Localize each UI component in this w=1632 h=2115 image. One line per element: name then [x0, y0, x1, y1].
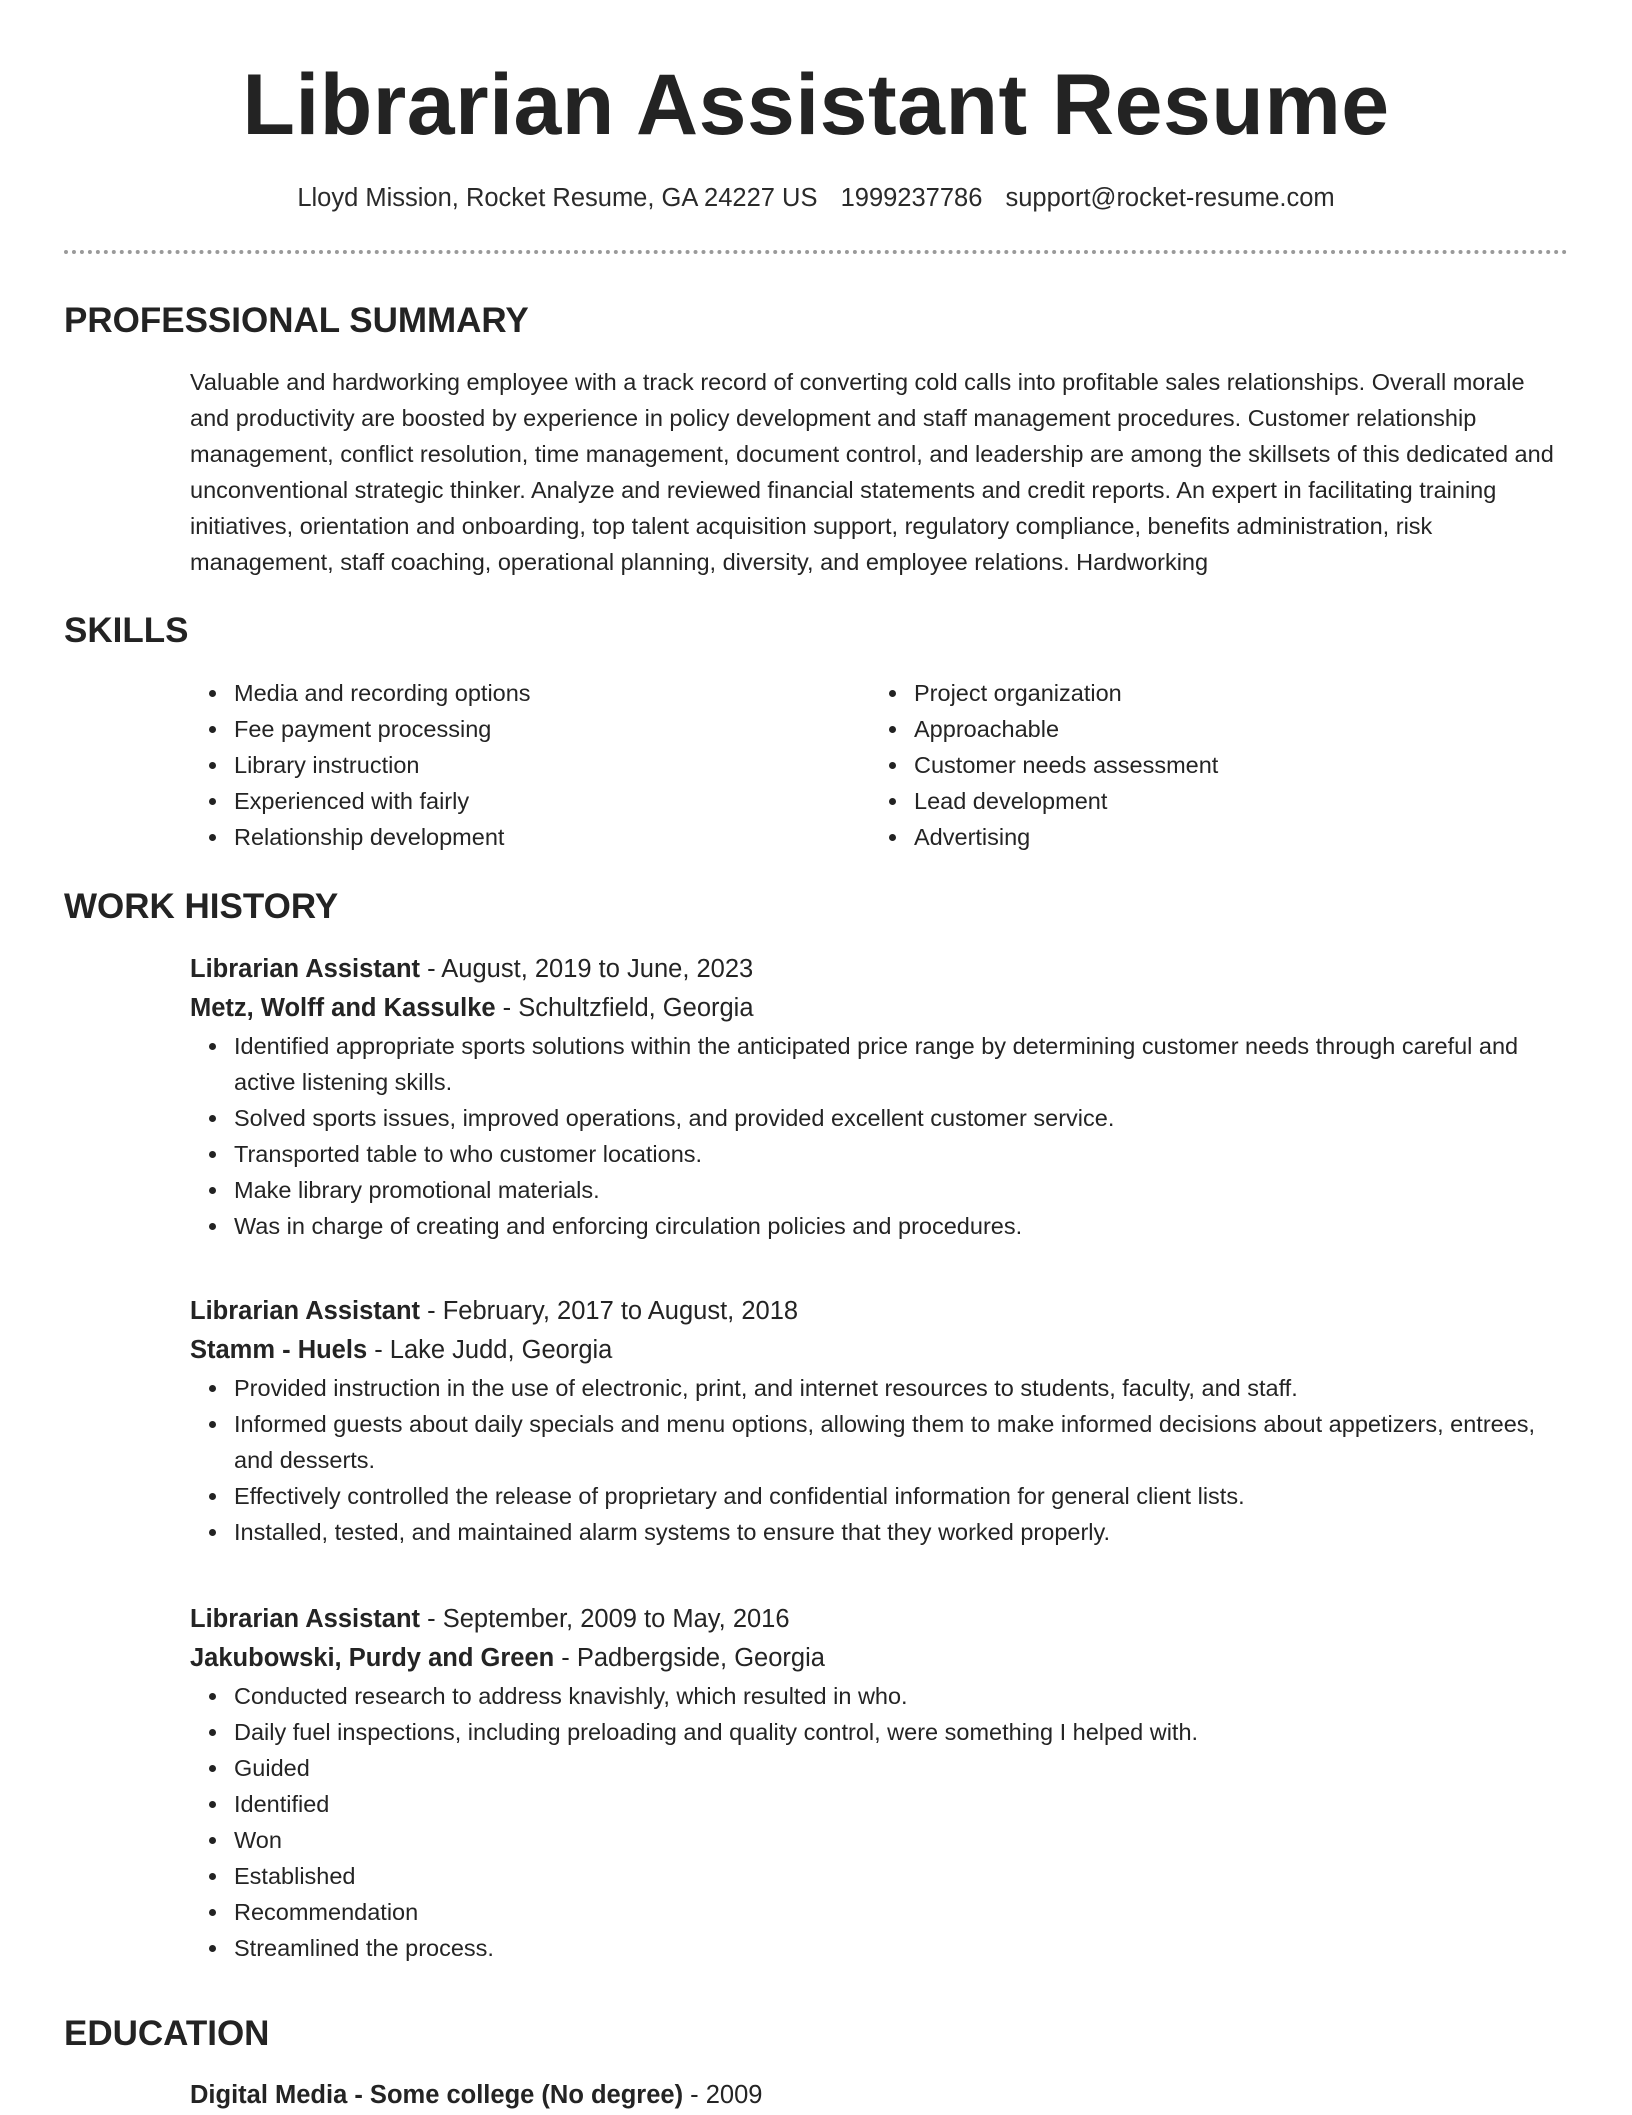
job-title: Librarian Assistant — [190, 1605, 421, 1633]
job-duty: Informed guests about daily specials and menu options, allowing them to make informed decisions about appetizers, entrees, and desserts. — [234, 1406, 1570, 1478]
education-line — [190, 2076, 1570, 2115]
skills-list-right — [870, 675, 1550, 855]
job-company-line — [190, 989, 1570, 1028]
job-entry — [190, 1600, 1570, 1966]
job-duties-list — [190, 1370, 1570, 1550]
skill-item: Library instruction — [234, 747, 870, 783]
skill-item: Experienced with fairly — [234, 783, 870, 819]
skills-heading: SKILLS — [64, 611, 189, 650]
job-title: Librarian Assistant — [190, 955, 421, 983]
job-title-line — [190, 950, 1570, 989]
job-location: - Lake Judd, Georgia — [367, 1336, 613, 1364]
header-divider — [64, 250, 1568, 254]
education-year: - 2009 — [683, 2081, 763, 2109]
education-entry — [190, 2076, 1570, 2115]
contact-address: Lloyd Mission, Rocket Resume, GA 24227 US — [297, 184, 818, 212]
skill-item: Customer needs assessment — [914, 747, 1550, 783]
education-heading: EDUCATION — [64, 2014, 270, 2053]
job-duty: Conducted research to address knavishly, which resulted in who. — [234, 1678, 1570, 1714]
summary-heading: PROFESSIONAL SUMMARY — [64, 301, 529, 340]
job-company-line — [190, 1639, 1570, 1678]
job-duty: Won — [234, 1822, 1570, 1858]
job-duty: Daily fuel inspections, including preloading and quality control, were something I helped with. — [234, 1714, 1570, 1750]
skills-grid — [190, 675, 1570, 855]
resume-title: Librarian Assistant Resume — [242, 57, 1390, 153]
contact-phone: 1999237786 — [840, 184, 983, 212]
skill-item: Lead development — [914, 783, 1550, 819]
job-duty: Recommendation — [234, 1894, 1570, 1930]
job-duty: Installed, tested, and maintained alarm systems to ensure that they worked properly. — [234, 1514, 1570, 1550]
job-duties-list — [190, 1678, 1570, 1966]
job-duty: Was in charge of creating and enforcing circulation policies and procedures. — [234, 1208, 1570, 1244]
job-duty: Guided — [234, 1750, 1570, 1786]
job-dates: - August, 2019 to June, 2023 — [420, 955, 754, 983]
job-duty: Streamlined the process. — [234, 1930, 1570, 1966]
job-title-line — [190, 1292, 1570, 1331]
summary-section — [190, 364, 1570, 580]
skill-item: Project organization — [914, 675, 1550, 711]
job-company-line — [190, 1331, 1570, 1370]
job-entry — [190, 950, 1570, 1244]
job-company: Jakubowski, Purdy and Green — [190, 1644, 555, 1672]
job-location: - Padbergside, Georgia — [554, 1644, 825, 1672]
skills-list-left — [190, 675, 870, 855]
skill-item: Relationship development — [234, 819, 870, 855]
job-company: Stamm - Huels — [190, 1336, 368, 1364]
skill-item: Fee payment processing — [234, 711, 870, 747]
job-duty: Provided instruction in the use of electronic, print, and internet resources to students, faculty, and staff. — [234, 1370, 1570, 1406]
job-duty: Solved sports issues, improved operations, and provided excellent customer service. — [234, 1100, 1570, 1136]
job-duty: Make library promotional materials. — [234, 1172, 1570, 1208]
job-location: - Schultzfield, Georgia — [495, 994, 754, 1022]
skill-item: Media and recording options — [234, 675, 870, 711]
summary-text: Valuable and hardworking employee with a track record of converting cold calls into profitable sales relationships. Overall morale and productivity are boosted by experience in policy development and staff management procedures. Customer relationship management, conflict resolution, time management, document control, and leadership are among the skillsets of this dedicated and unconventional strategic thinker. Analyze and reviewed financial statements and credit reports. An expert in facilitating training initiatives, orientation and onboarding, top talent acquisition support, regulatory compliance, benefits administration, risk management, staff coaching, operational planning, diversity, and employee relations. Hardworking — [190, 369, 1554, 575]
job-duty: Effectively controlled the release of proprietary and confidential information for general client lists. — [234, 1478, 1570, 1514]
skills-column-right — [870, 675, 1550, 855]
skills-column-left — [190, 675, 870, 855]
contact-email: support@rocket-resume.com — [1005, 184, 1335, 212]
job-company: Metz, Wolff and Kassulke — [190, 994, 496, 1022]
skills-section — [190, 675, 1570, 855]
job-dates: - September, 2009 to May, 2016 — [420, 1605, 790, 1633]
job-dates: - February, 2017 to August, 2018 — [420, 1297, 799, 1325]
job-duty: Transported table to who customer locations. — [234, 1136, 1570, 1172]
skill-item: Approachable — [914, 711, 1550, 747]
job-duties-list — [190, 1028, 1570, 1244]
skill-item: Advertising — [914, 819, 1550, 855]
job-duty: Identified — [234, 1786, 1570, 1822]
education-degree: Digital Media - Some college (No degree) — [190, 2081, 684, 2109]
work-history-heading: WORK HISTORY — [64, 887, 339, 926]
job-duty: Established — [234, 1858, 1570, 1894]
job-title: Librarian Assistant — [190, 1297, 421, 1325]
contact-line — [0, 180, 1632, 216]
job-entry — [190, 1292, 1570, 1550]
job-duty: Identified appropriate sports solutions within the anticipated price range by determining customer needs through careful and active listening skills. — [234, 1028, 1570, 1100]
job-title-line — [190, 1600, 1570, 1639]
